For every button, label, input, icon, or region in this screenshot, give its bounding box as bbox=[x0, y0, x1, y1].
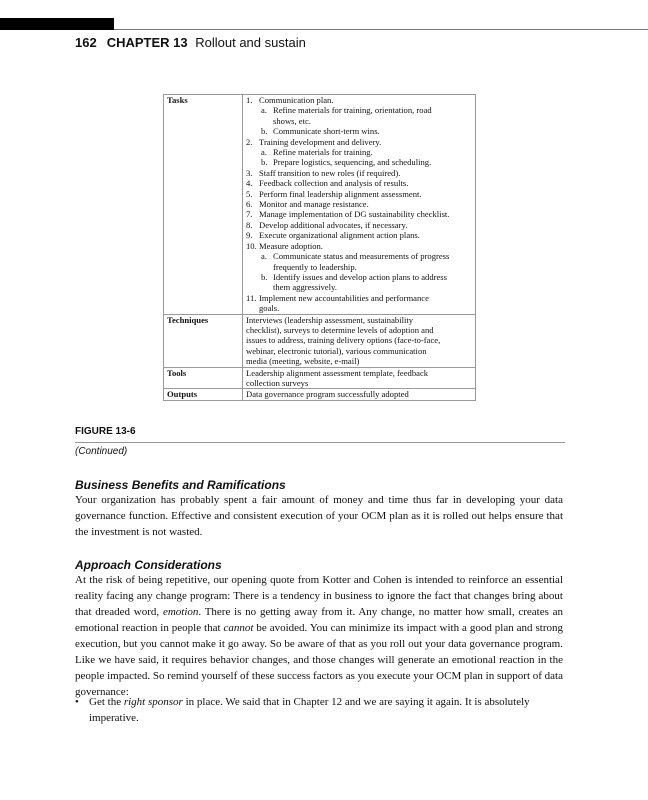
figure-rule bbox=[75, 442, 565, 443]
techniques-cell bbox=[243, 314, 476, 367]
task-item bbox=[246, 241, 472, 251]
techniques-line: Interviews (leadership assessment, sustainability bbox=[246, 314, 414, 325]
task-text: Perform final leadership alignment assessment. bbox=[259, 188, 422, 199]
tools-row bbox=[164, 367, 476, 389]
task-text: Feedback collection and analysis of results. bbox=[259, 178, 409, 189]
bullet-text: in place. We said that in Chapter 12 and we are saying it again. It is absolutely imperative. bbox=[89, 696, 530, 724]
task-item bbox=[246, 293, 472, 303]
header-rule bbox=[114, 29, 648, 30]
techniques-line: media (meeting, website, e-mail) bbox=[246, 356, 360, 367]
bullet-item bbox=[75, 694, 563, 726]
approach-emphasis: emotion bbox=[162, 606, 199, 618]
techniques-line: webinar, electronic tutorial), various communication bbox=[246, 345, 427, 356]
task-text: Staff transition to new roles (if required). bbox=[259, 167, 401, 178]
tools-label: Tools bbox=[164, 367, 243, 389]
subtask-item bbox=[246, 282, 472, 292]
figure-continued: (Continued) bbox=[75, 446, 128, 457]
figure-table bbox=[163, 94, 476, 401]
subtask-item bbox=[246, 262, 472, 272]
task-text: Training development and delivery. bbox=[259, 136, 382, 147]
tools-line: Leadership alignment assessment template, feedback bbox=[246, 367, 429, 378]
techniques-line: issues to address, training delivery options (face-to-face, bbox=[246, 335, 441, 346]
task-number: 3. bbox=[246, 167, 253, 178]
subtask-text: Prepare logistics, sequencing, and scheduling. bbox=[273, 157, 432, 168]
tasks-cell bbox=[243, 95, 476, 315]
subtask-letter: a. bbox=[261, 105, 267, 116]
chapter-title: Rollout and sustain bbox=[195, 35, 306, 50]
approach-text: be avoided. You can minimize its impact with a good plan and strong execution, but you cannot make it go away. So be aware of that as you roll out your data governance program. Like we have said, it requires behavior changes, and those changes will generate an emotional reaction in the people impacted. So remind yourself of these success factors as you execute your OCM plan in support of data governance: bbox=[75, 622, 563, 698]
task-item bbox=[246, 137, 472, 147]
subtask-letter: a. bbox=[261, 147, 267, 158]
techniques-line: checklist), surveys to determine levels of adoption and bbox=[246, 324, 434, 335]
task-number: 1. bbox=[246, 95, 253, 105]
approach-emphasis: cannot bbox=[223, 622, 254, 634]
subtask-text: shows, etc. bbox=[273, 115, 311, 126]
section-heading-approach: Approach Considerations bbox=[75, 558, 222, 572]
subtask-text: Refine materials for training. bbox=[273, 147, 373, 158]
page-number: 162 bbox=[75, 35, 97, 50]
techniques-label: Techniques bbox=[164, 314, 243, 367]
task-number: 11. bbox=[246, 292, 257, 303]
task-item bbox=[246, 95, 472, 105]
approach-paragraph bbox=[75, 572, 563, 700]
subtask-letter: b. bbox=[261, 126, 268, 137]
tasks-row bbox=[164, 95, 476, 315]
subtask-letter: b. bbox=[261, 271, 268, 282]
task-text-continued: goals. bbox=[259, 303, 280, 314]
task-text: Manage implementation of DG sustainability checklist. bbox=[259, 209, 450, 220]
running-header bbox=[75, 35, 306, 50]
techniques-row bbox=[164, 314, 476, 367]
task-number: 6. bbox=[246, 199, 253, 210]
subtask-text: Communicate short-term wins. bbox=[273, 126, 380, 137]
task-item bbox=[246, 209, 472, 219]
bullet-emphasis: right sponsor bbox=[123, 696, 183, 708]
tools-line: collection surveys bbox=[246, 377, 309, 388]
figure-label: FIGURE 13-6 bbox=[75, 426, 136, 437]
subtask-letter: b. bbox=[261, 157, 268, 168]
task-number: 5. bbox=[246, 188, 253, 199]
task-number: 8. bbox=[246, 219, 253, 230]
task-number: 10. bbox=[246, 240, 257, 251]
task-text: Monitor and manage resistance. bbox=[259, 199, 369, 210]
task-text: Implement new accountabilities and performance bbox=[259, 292, 429, 303]
chapter-label: CHAPTER 13 bbox=[106, 35, 188, 50]
subtask-item bbox=[246, 272, 472, 282]
header-bar bbox=[0, 18, 114, 30]
outputs-label: Outputs bbox=[164, 389, 243, 400]
task-number: 9. bbox=[246, 230, 253, 241]
task-item bbox=[246, 220, 472, 230]
approach-text: At the risk of being repetitive, our opening quote from Kotter and Cohen is intended to reinforce an essential reality facing any change program: There is a tendency in business to ignore the fact that changes bring about that dreaded word, bbox=[75, 574, 563, 618]
subtask-letter: a. bbox=[261, 251, 267, 262]
task-item bbox=[246, 230, 472, 240]
section-heading-benefits: Business Benefits and Ramifications bbox=[75, 478, 286, 492]
bullet-icon: • bbox=[75, 696, 79, 708]
task-list bbox=[246, 95, 472, 314]
subtask-item bbox=[246, 157, 472, 167]
approach-text: . There is no getting away from it. Any change, no matter how small, creates an emotional reaction in people that bbox=[75, 606, 563, 634]
task-text: Measure adoption. bbox=[259, 240, 323, 251]
outputs-cell: Data governance program successfully adopted bbox=[243, 389, 476, 400]
benefits-paragraph: Your organization has probably spent a fair amount of money and time thus far in developing your data governance function. Effective and consistent execution of your OCM plan as it is rolled out helps ensure that the investment is not wasted. bbox=[75, 494, 563, 538]
task-item bbox=[246, 199, 472, 209]
task-item bbox=[246, 168, 472, 178]
task-text: Execute organizational alignment action plans. bbox=[259, 230, 420, 241]
task-item bbox=[246, 178, 472, 188]
subtask-item bbox=[246, 116, 472, 126]
task-number: 2. bbox=[246, 136, 253, 147]
subtask-text: Communicate status and measurements of progress bbox=[273, 251, 450, 262]
subtask-text: frequently to leadership. bbox=[273, 261, 357, 272]
bullet-text: Get the bbox=[89, 696, 124, 708]
subtask-item bbox=[246, 147, 472, 157]
subtask-item bbox=[246, 251, 472, 261]
task-item bbox=[246, 189, 472, 199]
task-number: 7. bbox=[246, 209, 253, 220]
subtask-item bbox=[246, 126, 472, 136]
subtask-text: Refine materials for training, orientation, road bbox=[273, 105, 432, 116]
task-text: Communication plan. bbox=[259, 95, 334, 105]
tasks-label: Tasks bbox=[164, 95, 243, 315]
task-text: Develop additional advocates, if necessary. bbox=[259, 219, 408, 230]
task-number: 4. bbox=[246, 178, 253, 189]
subtask-text: Identify issues and develop action plans to address bbox=[273, 271, 447, 282]
outputs-row bbox=[164, 389, 476, 400]
tools-cell bbox=[243, 367, 476, 389]
subtask-text: them aggressively. bbox=[273, 282, 337, 293]
subtask-item bbox=[246, 105, 472, 115]
